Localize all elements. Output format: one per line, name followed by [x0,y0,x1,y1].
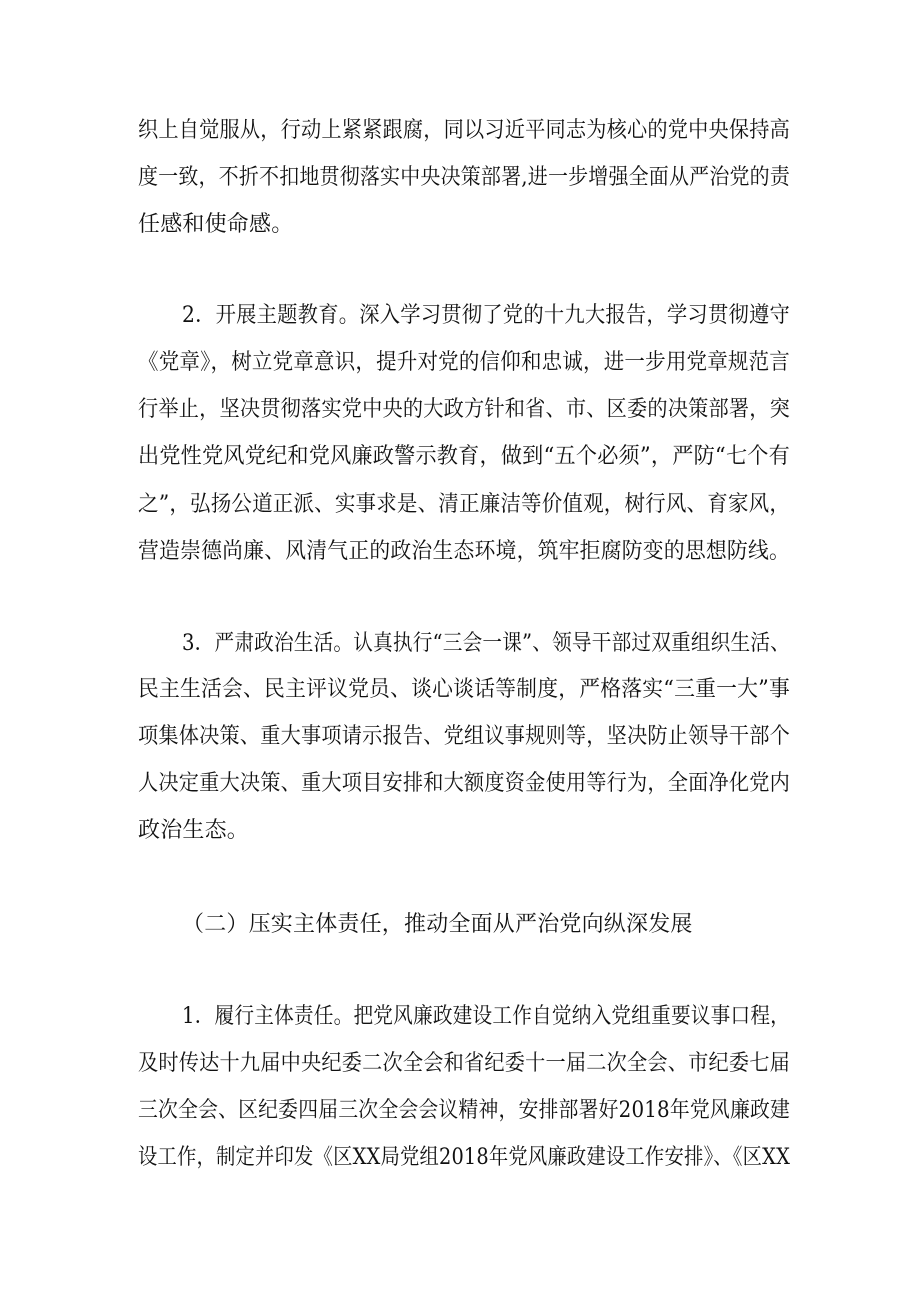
paragraph-line [0,1138,920,1178]
text-line: 项集体决策、重大事项请示报告、党组议事规则等，坚决防止领导干部个 [138,724,791,749]
paragraph-line [0,390,920,430]
text-line: 2．开展主题教育。深入学习贯彻了党的十九大报告，学习贯彻遵守 [182,303,790,328]
section-heading: （二）压实主体责任，推动全面从严治党向纵深发展 [182,912,693,937]
text-line: 政治生态。 [138,818,250,843]
text-line: 设工作，制定并印发《区XX局党组2018年党风廉政建设工作安排》、《区XX [138,1145,791,1170]
text-line: 及时传达十九届中央纪委二次全会和省纪委十一届二次全会、市纪委七届 [138,1051,791,1076]
text-line: 营造崇德尚廉、风清气正的政治生态环境，筑牢拒腐防变的思想防线。 [138,539,791,564]
paragraph-line [0,997,920,1037]
paragraph-line [0,158,920,198]
paragraph-line [0,205,920,245]
section-heading-line [0,905,920,945]
paragraph-line [0,1091,920,1131]
text-line: 行举止，坚决贯彻落实党中央的大政方针和省、市、区委的决策部署，突 [138,397,791,422]
text-line: 1．履行主体责任。把党风廉政建设工作自觉纳入党组重要议事口程， [182,1004,791,1029]
text-line: 《党章》，树立党章意识，提升对党的信仰和忠诚，进一步用党章规范言 [138,350,790,375]
paragraph-line [0,532,920,572]
paragraph-line [0,670,920,710]
text-line: 之”，弘扬公道正派、实事求是、清正廉洁等价值观，树行风、育家风， [138,492,791,517]
paragraph-line [0,485,920,525]
paragraph-line [0,296,920,336]
text-line: 三次全会、区纪委四届三次全会会议精神，安排部署好2018年党风廉政建 [138,1098,791,1123]
text-line: 度一致，不折不扣地贯彻落实中央决策部署,进一步增强全面从严治党的责 [138,165,791,190]
text-line: 织上自觉服从，行动上紧紧跟腐，同以习近平同志为核心的党中央保持高 [138,118,791,143]
text-line: 出党性党风党纪和党风廉政警示教育，做到“五个必须”，严防“七个有 [138,444,790,469]
text-line: 人决定重大决策、重大项目安排和大额度资金使用等行为，全面净化党内 [138,771,791,796]
paragraph-line [0,717,920,757]
paragraph-line [0,343,920,383]
paragraph-line [0,624,920,664]
text-line: 民主生活会、民主评议党员、谈心谈话等制度，严格落实“三重一大”事 [138,677,790,702]
paragraph-line [0,111,920,151]
paragraph-line [0,1044,920,1084]
paragraph-line [0,811,920,851]
paragraph-line [0,764,920,804]
text-line: 3．严肃政治生活。认真执行“三会一课”、领导干部过双重组织生活、 [182,631,790,656]
paragraph-line [0,437,920,477]
text-line: 任感和使命感。 [138,212,294,237]
